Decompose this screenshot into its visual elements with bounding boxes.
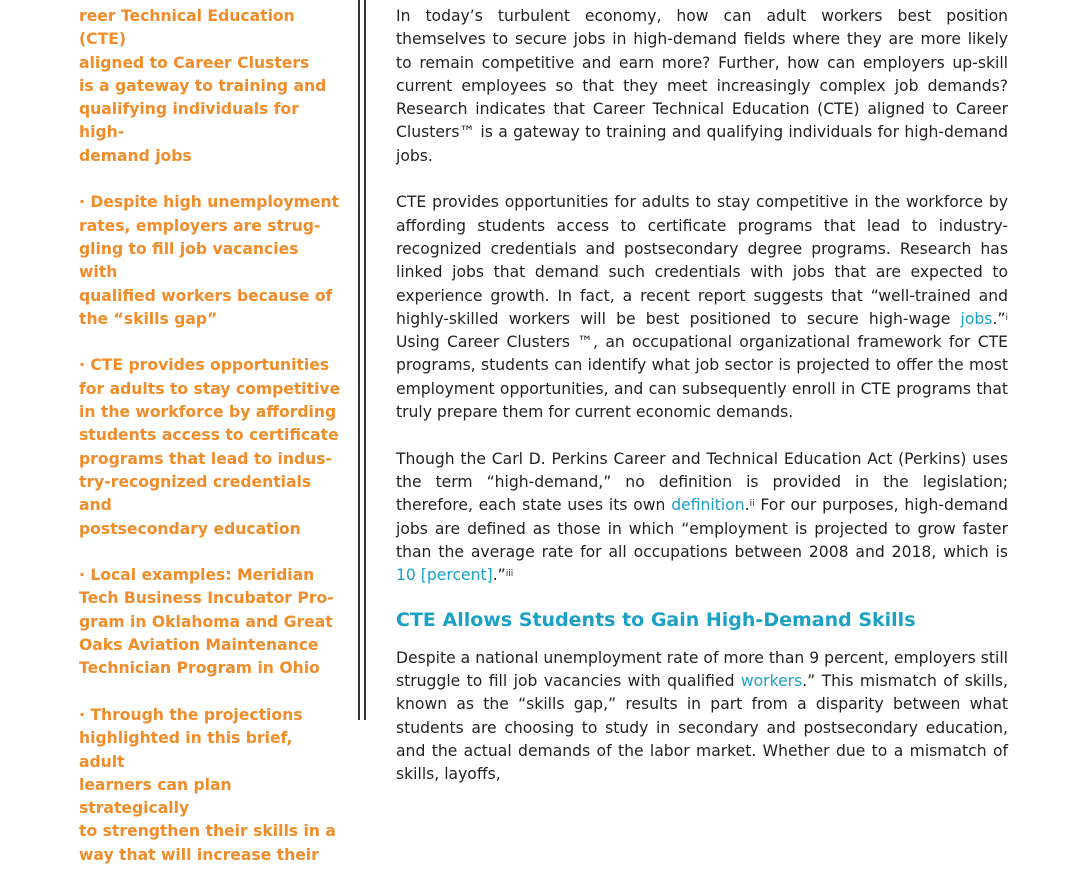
- text-run: Using Career Clusters ™, an occupational organizational framework for CTE programs, students can identify what job sector is projected to offer the most employment opportunities, and can subsequently enroll in CTE programs that truly prepare them for current economic demands.: [396, 333, 1008, 422]
- text-run: Though the Carl D. Perkins Career and Technical Education Act (Perkins) uses the term “high-demand,” no definition is provided in the legislation; therefore, each state uses its own: [396, 449, 1008, 515]
- paragraph-skills-gap: [396, 647, 1008, 787]
- paragraph-cte-opportunities: [396, 191, 1008, 424]
- footnote-marker: ii: [749, 499, 755, 510]
- text-run: .”: [492, 566, 506, 585]
- jobs-link[interactable]: jobs: [960, 309, 993, 328]
- footnote-marker: i: [1005, 312, 1008, 323]
- text-run: Despite a national unemployment rate of more than 9 percent, employers still struggle to fill job vacancies with qualified: [396, 648, 1008, 691]
- percent-link[interactable]: 10 [percent]: [396, 566, 493, 585]
- text-run: .”: [992, 309, 1006, 328]
- sidebar-bullet: · Local examples: Meridian Tech Business Incubator Pro- gram in Oklahoma and Great Oaks Aviation Maintenance Technician Program in Ohio: [79, 566, 334, 678]
- paragraph-perkins: [396, 448, 1008, 588]
- sidebar-bullet: · CTE provides opportunities for adults to stay competitive in the workforce by affording students access to certificate programs that lead to indus- try-recognized credentials and postsecondary education: [79, 356, 341, 538]
- text-run: .” This mismatch of skills, known as the “skills gap,” results in part from a disparity between what students are choosing to study in secondary and postsecondary education, and the actual demands of the labor market. Whether due to a mismatch of skills, layoffs,: [396, 672, 1008, 784]
- text-run: .: [744, 496, 750, 515]
- column-divider-right: [364, 0, 366, 720]
- sidebar-highlights: [79, 5, 341, 890]
- sidebar-intro: reer Technical Education (CTE) aligned to Career Clusters is a gateway to training and qualifying individuals for high- demand jobs: [79, 7, 327, 165]
- main-article: [396, 5, 1008, 810]
- workers-link[interactable]: workers: [740, 672, 803, 691]
- section-heading: CTE Allows Students to Gain High-Demand Skills: [396, 608, 916, 631]
- footnote-marker: iii: [505, 569, 514, 580]
- text-run: For our purposes, high-demand jobs are defined as those in which “employment is projected to grow faster than the average rate for all occupations between 2008 and 2018, which is: [396, 496, 1008, 561]
- sidebar-bullet: · Despite high unemployment rates, employers are strug- gling to fill job vacancies with qualified workers because of the “skills gap”: [79, 193, 340, 328]
- paragraph-intro: In today’s turbulent economy, how can adult workers best position themselves to secure jobs in high-demand fields where they are more likely to remain competitive and earn more? Further, how can employers up-skill current employees so that they meet increasingly complex job demands? Research indicates that Career Technical Education (CTE) aligned to Career Clusters™ is a gateway to training and qualifying individuals for high-demand jobs.: [396, 7, 1008, 165]
- sidebar-bullet: · Through the projections highlighted in this brief, adult learners can plan strategically to strengthen their skills in a way that will increase their: [79, 705, 336, 864]
- column-divider-left: [358, 0, 360, 720]
- text-run: CTE provides opportunities for adults to stay competitive in the workforce by affording students access to certificate programs that lead to industry-recognized credentials and postsecondary degree programs. Research has linked jobs that demand such credentials with jobs that are expected to experience growth. In fact, a recent report suggests that “well-trained and highly-skilled workers will be best positioned to secure high-wage: [396, 193, 1008, 328]
- definition-link[interactable]: definition: [671, 496, 745, 515]
